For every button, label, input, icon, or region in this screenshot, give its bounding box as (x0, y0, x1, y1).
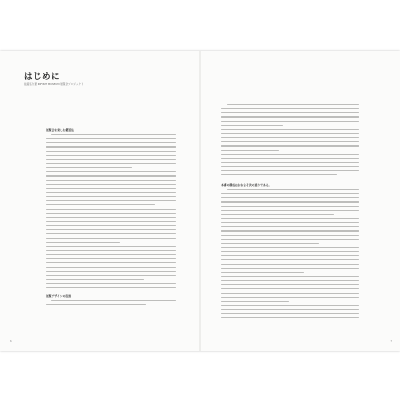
book-spread (0, 51, 400, 351)
text-line (221, 293, 359, 294)
text-line (46, 175, 176, 176)
text-line (46, 171, 176, 172)
text-line (51, 134, 176, 135)
text-line (221, 166, 359, 167)
text-line (221, 158, 359, 159)
text-line (221, 259, 359, 260)
text-line (221, 230, 359, 231)
text-line (227, 104, 359, 105)
text-line (221, 218, 359, 219)
text-line (221, 284, 359, 285)
text-line (221, 222, 359, 223)
text-line (221, 301, 289, 302)
text-line (221, 162, 359, 163)
text-line (51, 300, 176, 301)
text-line (46, 258, 176, 259)
text-line (46, 155, 176, 156)
text-line (221, 297, 359, 298)
text-line (221, 264, 359, 265)
text-line (46, 287, 176, 288)
text-line (221, 129, 359, 130)
text-line (46, 246, 176, 247)
text-line (221, 226, 359, 227)
text-line (46, 192, 176, 193)
text-line (46, 242, 120, 243)
text-line (221, 317, 359, 318)
text-line (46, 138, 176, 139)
right-page (201, 51, 400, 351)
text-line (46, 279, 144, 280)
body-text-right-2 (221, 189, 359, 322)
body-text-left-2 (46, 300, 176, 308)
text-line (221, 174, 337, 175)
page-number-left: 6 (10, 340, 12, 343)
text-line (46, 304, 146, 305)
text-line (46, 233, 176, 234)
text-line (221, 255, 359, 256)
text-line (46, 159, 176, 160)
text-line (46, 180, 176, 181)
text-line (221, 251, 359, 252)
text-line (221, 133, 359, 134)
text-line (221, 305, 359, 306)
text-line (221, 154, 359, 155)
text-line (46, 196, 176, 197)
text-line (46, 217, 176, 218)
text-line (221, 235, 359, 236)
text-line (221, 268, 359, 269)
left-page (0, 51, 199, 351)
text-line (46, 225, 176, 226)
text-line (46, 275, 176, 276)
author-byline: 佐藤弘久著 INFINIT MUSEUM 展覧会プロジェクト (24, 83, 84, 86)
text-line (46, 209, 176, 210)
text-line (46, 146, 176, 147)
page-heading: はじめに (24, 72, 61, 82)
text-line (221, 170, 359, 171)
text-line (221, 243, 319, 244)
text-line (221, 276, 359, 277)
text-line (221, 272, 304, 273)
text-line (221, 313, 359, 314)
text-line (46, 283, 176, 284)
text-line (46, 213, 176, 214)
text-line (221, 121, 359, 122)
text-line (46, 163, 176, 164)
text-line (46, 167, 132, 168)
text-line (221, 206, 359, 207)
text-line (46, 188, 176, 189)
text-line (46, 250, 176, 251)
text-line (46, 238, 176, 239)
text-line (221, 210, 359, 211)
text-line (221, 247, 359, 248)
text-line (46, 262, 176, 263)
text-line (46, 254, 176, 255)
text-line (46, 142, 176, 143)
text-line (221, 112, 359, 113)
text-line (221, 280, 359, 281)
text-line (221, 309, 359, 310)
text-line (221, 150, 279, 151)
text-line (46, 271, 176, 272)
body-text-left-1 (46, 134, 176, 291)
section-title-1: 展覧会を楽しむ鑑賞法 (46, 128, 74, 132)
text-line (46, 221, 176, 222)
page-number-right: 7 (390, 340, 392, 343)
text-line (221, 141, 359, 142)
text-line (221, 108, 359, 109)
text-line (221, 125, 283, 126)
text-line (46, 267, 176, 268)
text-line (221, 214, 334, 215)
section-title-2: 展覧デザインの役割 (46, 294, 71, 298)
right-section-title: 本書の構成はおおよそ次の通りである。 (221, 183, 272, 187)
body-text-right-1 (221, 104, 359, 179)
text-line (221, 197, 359, 198)
text-line (46, 151, 176, 152)
text-line (46, 229, 176, 230)
text-line (221, 145, 359, 146)
text-line (227, 189, 359, 190)
text-line (46, 204, 155, 205)
text-line (221, 193, 359, 194)
text-line (221, 201, 359, 202)
text-line (46, 184, 176, 185)
text-line (221, 137, 359, 138)
text-line (221, 239, 359, 240)
text-line (46, 200, 176, 201)
text-line (221, 288, 359, 289)
text-line (221, 116, 359, 117)
